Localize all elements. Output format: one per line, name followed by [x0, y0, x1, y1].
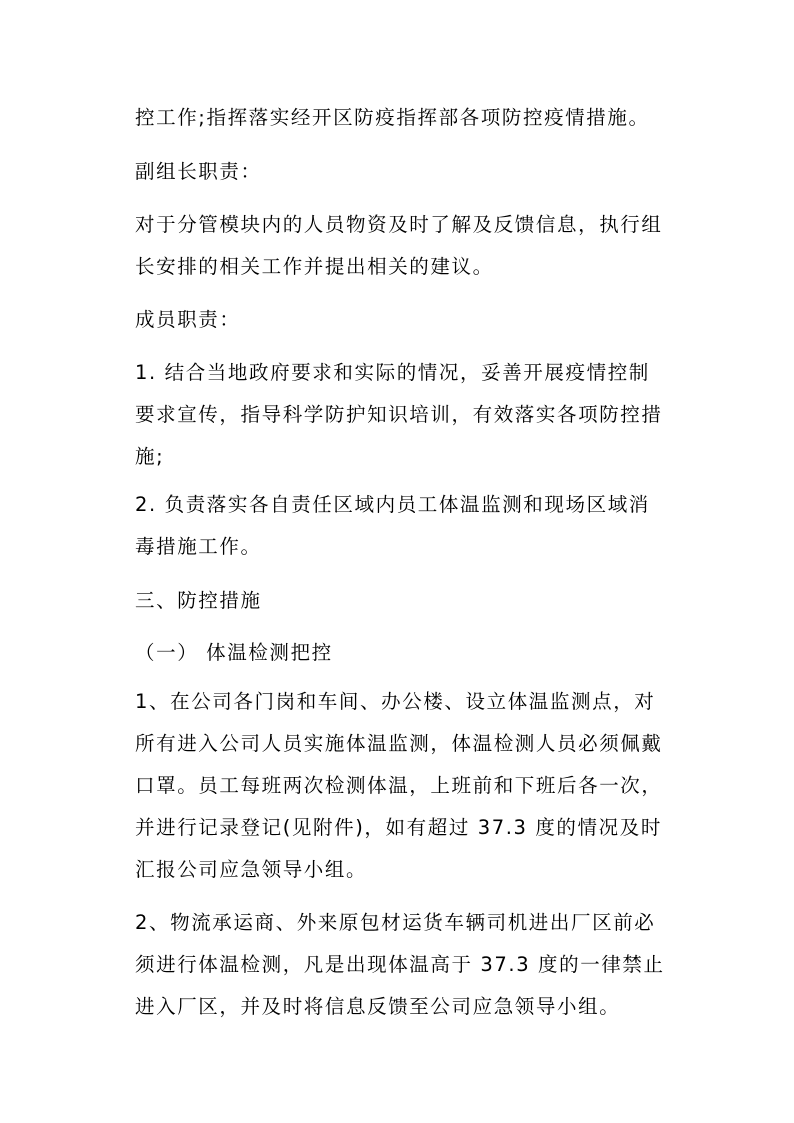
text-line: 所有进入公司人员实施体温监测，体温检测人员必须佩戴	[135, 732, 663, 755]
text-line: 施;	[135, 445, 165, 468]
text-line: 2、物流承运商、外来原包材运货车辆司机进出厂区前必	[135, 911, 656, 934]
text-line: 控工作;指挥落实经开区防疫指挥部各项防控疫情措施。	[135, 106, 650, 129]
section-heading-members: 成员职责：	[135, 308, 241, 331]
text-line: 2. 负责落实各自责任区域内员工体温监测和现场区域消	[135, 493, 650, 516]
text-line: 汇报公司应急领导小组。	[135, 858, 368, 881]
text-line: 进入厂区，并及时将信息反馈至公司应急领导小组。	[135, 995, 621, 1018]
section-heading-prevention: 三、防控措施	[135, 589, 262, 612]
text-line: 要求宣传，指导科学防护知识培训，有效落实各项防控措	[135, 403, 663, 426]
text-line: 1、在公司各门岗和车间、办公楼、设立体温监测点，对	[135, 690, 656, 713]
subsection-heading-temperature: （一） 体温检测把控	[135, 641, 333, 664]
text-line: 对于分管模块内的人员物资及时了解及反馈信息，执行组	[135, 213, 663, 236]
text-line: 1. 结合当地政府要求和实际的情况，妥善开展疫情控制	[135, 361, 650, 384]
text-line: 须进行体温检测，凡是出现体温高于 37.3 度的一律禁止	[135, 953, 665, 976]
text-line: 口罩。员工每班两次检测体温，上班前和下班后各一次，	[135, 774, 663, 797]
text-line: 毒措施工作。	[135, 535, 262, 558]
text-line: 并进行记录登记(见附件)，如有超过 37.3 度的情况及时	[135, 816, 662, 839]
text-line: 长安排的相关工作并提出相关的建议。	[135, 255, 494, 278]
section-heading-deputy: 副组长职责：	[135, 160, 262, 183]
